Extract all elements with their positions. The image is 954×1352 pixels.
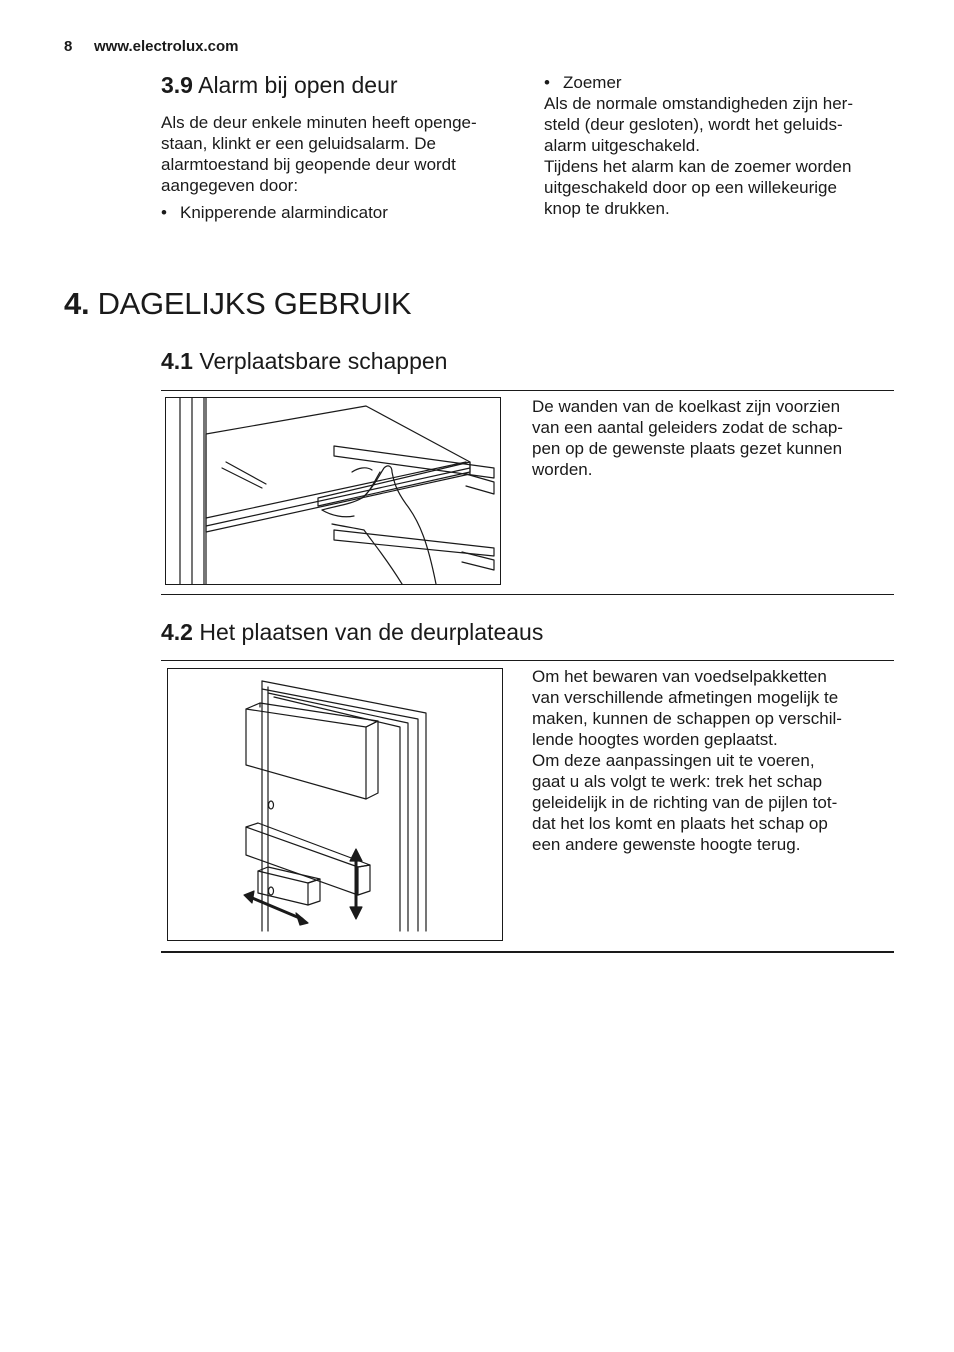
paragraph-line: uitgeschakeld door op een willekeurige — [544, 178, 837, 197]
section-4-2-heading — [161, 619, 543, 646]
paragraph-line: van een aantal geleiders zodat de schap- — [532, 418, 843, 437]
section-3-9-paragraph — [161, 112, 477, 196]
paragraph-line: worden. — [532, 460, 593, 479]
section-3-9-heading — [161, 72, 398, 99]
section-3-9-right-paragraph — [544, 93, 853, 219]
shelf-illustration — [165, 397, 501, 585]
paragraph-line: Als de normale omstandigheden zijn her- — [544, 94, 854, 113]
paragraph-line: lende hoogtes worden geplaatst. — [532, 730, 778, 749]
chapter-title: DAGELIJKS GEBRUIK — [97, 286, 412, 321]
paragraph-line: gaat u als volgt te werk: trek het schap — [532, 772, 823, 791]
paragraph-line: aangegeven door: — [161, 176, 299, 195]
bullet-dot: • — [161, 203, 167, 222]
page-header — [64, 38, 239, 55]
section-divider — [161, 390, 894, 391]
paragraph-line: Als de deur enkele minuten heeft openge- — [161, 113, 477, 132]
paragraph-line: alarm uitgeschakeld. — [544, 136, 700, 155]
section-number: 3.9 — [161, 72, 193, 98]
section-end-divider — [161, 951, 894, 953]
paragraph-line: dat het los komt en plaats het schap op — [532, 814, 828, 833]
paragraph-line: Om deze aanpassingen uit te voeren, — [532, 751, 815, 770]
page-number: 8 — [64, 38, 73, 55]
section-title: Alarm bij open deur — [198, 72, 398, 98]
paragraph-line: Tijdens het alarm kan de zoemer worden — [544, 157, 852, 176]
paragraph-line: een andere gewenste hoogte terug. — [532, 835, 801, 854]
chapter-heading — [64, 286, 411, 322]
bullet-dot: • — [544, 73, 550, 92]
paragraph-line: knop te drukken. — [544, 199, 670, 218]
section-number: 4.1 — [161, 348, 193, 374]
paragraph-line: alarmtoestand bij geopende deur wordt — [161, 155, 456, 174]
paragraph-line: steld (deur gesloten), wordt het geluids- — [544, 115, 843, 134]
site-url: www.electrolux.com — [94, 38, 239, 55]
paragraph-line: pen op de gewenste plaats gezet kunnen — [532, 439, 843, 458]
bullet-text: Knipperende alarmindicator — [180, 203, 388, 222]
bullet-item — [544, 72, 622, 93]
bullet-text: Zoemer — [563, 73, 622, 92]
section-title: Verplaatsbare schappen — [199, 348, 448, 374]
door-shelf-illustration — [167, 668, 503, 941]
paragraph-line: maken, kunnen de schappen op verschil- — [532, 709, 842, 728]
section-title: Het plaatsen van de deurplateaus — [199, 619, 544, 645]
paragraph-line: geleidelijk in de richting van de pijlen tot- — [532, 793, 838, 812]
paragraph-line: staan, klinkt er een geluidsalarm. De — [161, 134, 436, 153]
paragraph-line: Om het bewaren van voedselpakketten — [532, 667, 827, 686]
paragraph-line: van verschillende afmetingen mogelijk te — [532, 688, 839, 707]
paragraph-line: De wanden van de koelkast zijn voorzien — [532, 397, 841, 416]
section-4-2-text — [532, 666, 842, 855]
section-4-1-heading — [161, 348, 447, 375]
section-4-1-text — [532, 396, 843, 480]
section-divider — [161, 594, 894, 595]
bullet-item — [161, 202, 388, 223]
section-divider — [161, 660, 894, 661]
chapter-number: 4. — [64, 286, 90, 321]
section-number: 4.2 — [161, 619, 193, 645]
